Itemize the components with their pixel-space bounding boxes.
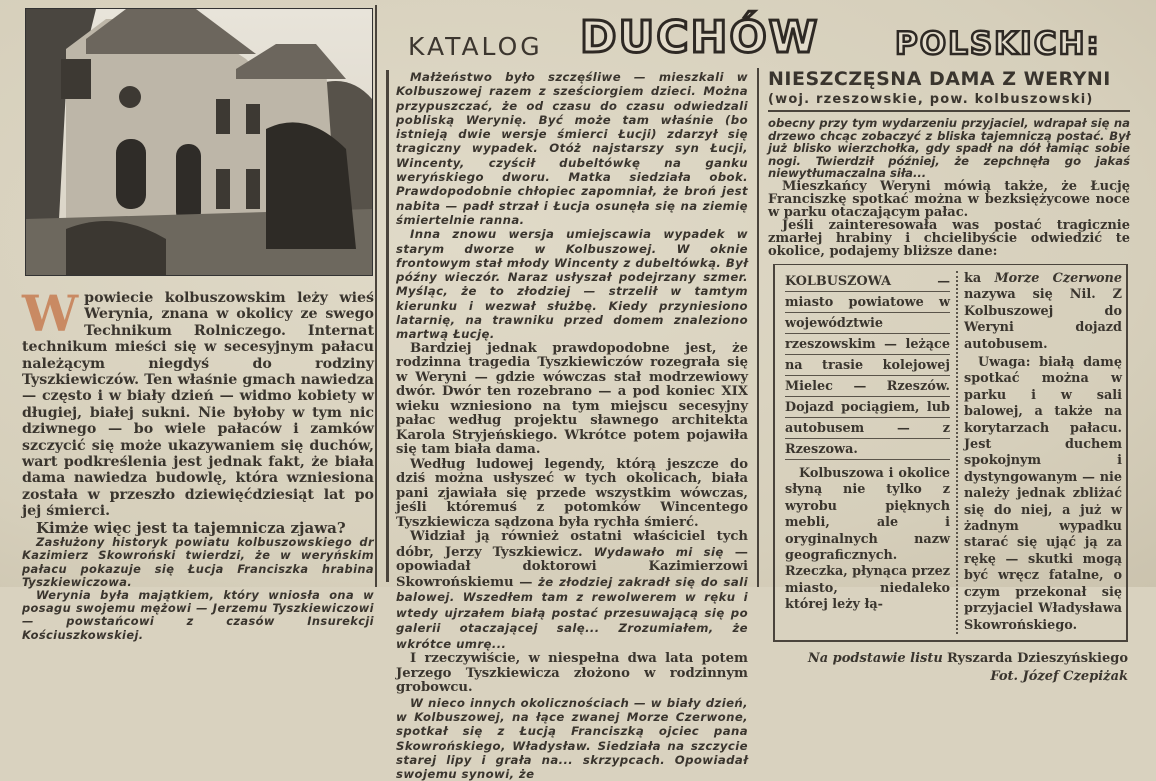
- text: Wydawało mi się: [593, 544, 724, 559]
- info-column-right: [964, 271, 1122, 634]
- article-body-right: [768, 117, 1130, 258]
- article-title: NIESZCZĘSNA DAMA Z WERYNI: [768, 68, 1111, 90]
- article-column-left: [22, 284, 374, 642]
- paragraph: Werynia była majątkiem, który wniosła ona w posagu swojemu mężowi — Jerzemu Tyszkiewiczowi — powstańcowi z czasów Insurekcji Kościuszkowskiej.: [22, 587, 374, 642]
- palace-photo: [25, 8, 373, 276]
- text: Na podstawie listu: [807, 650, 943, 666]
- paragraph: [22, 284, 374, 520]
- info-column-left: [785, 271, 950, 634]
- photo-credit: Fot. Józef Czepiżak: [990, 668, 1128, 684]
- column-border: [386, 70, 389, 582]
- paragraph: Bardziej jednak prawdopodobne jest, że rodzinna tragedia Tyszkiewiczów rozegrała się w Weryni — gdzie wówczas stał modrzewiowy dwór. Dwór ten rozebrano — a pod koniec XIX wieku wzniesiono na tym miejscu secesyjny pałac według projektu sławnego architekta Karola Stryjeńskiego. Wkrótce potem pojawiła się tam biała dama.: [396, 340, 748, 458]
- paragraph: Mieszkańcy Weryni mówią także, że Łucję Franciszkę spotkać można w bezksiężycowe noce w parku otaczającym pałac.: [768, 178, 1130, 220]
- text: Widział ją również ostatni właściciel tych dóbr, Jerzy Tyszkiewicz.: [396, 529, 748, 560]
- article-column-middle: [396, 70, 748, 781]
- paragraph: obecny przy tym wydarzeniu przyjaciel, wdrapał się na drzewo chcąc zobaczyć z bliska tajemniczą postać. Był już blisko wierzchołka, gdy spadł na dół łamiąc sobie nogi. Twierdził później, że zepchnęła go jakaś niewytłumaczalna siła...: [768, 116, 1130, 181]
- title-katalog: KATALOG: [408, 32, 543, 61]
- paragraph-text: powiecie kolbuszowskim leży wieś Werynia, znana w okolicy ze swego Technikum Rolniczego. Internat technikum mieści się w secesyjnym pałacu należącym niegdyś do rodziny Tyszkiewiczów. Ten właśnie gmach nawiedza — często i w biały dzień — widmo kobiety w długiej, białej sukni. Nie byłoby w tym nic dziwnego — bo wiele pałaców i zamków szczycić się może ukazywaniem się duchów, wart podkreślenia jest jednak fakt, że biała dama nawiedza budowlę, która wzniesiona została w przeszło dziewięćdziesiąt lat po jej śmierci.: [22, 290, 374, 520]
- paragraph: Według ludowej legendy, którą jeszcze do dziś można usłyszeć w tych okolicach, biała pani zjawiała się przede wszystkim wówczas, jeśli któremuś z potomków Wincentego Tyszkiewicza sądzona była rychła śmierć.: [396, 456, 748, 530]
- paragraph: Kimże więc jest ta tajemnicza zjawa?: [36, 518, 346, 537]
- drop-cap: W: [22, 284, 79, 343]
- title-polskich: POLSKICH:: [895, 26, 1101, 62]
- paragraph: Zasłużony historyk powiatu kolbuszowskiego dr Kazimierz Skowroński twierdzi, że w weryńskim pałacu pokazuje się Łucja Franciszka hrabina Tyszkiewiczowa.: [22, 535, 374, 589]
- paragraph: Małżeństwo było szczęśliwe — mieszkali w Kolbuszowej razem z sześciorgiem dzieci. Można przypuszczać, że od czasu do czasu odwiedzali pobliską Werynię. Być może tam właśnie (bo istnieją dwie wersje śmierci Łucji) zdarzył się tragiczny wypadek. Otóż najstarszy syn Łucji, Wincenty, czyścił dubeltówkę na ganku weryńskiego dworu. Matka siedziała obok. Prawdopodobnie chłopiec zapomniał, że broń jest nabita — padł strzał i Łucja osunęła się na ziemię śmiertelnie ranna.: [396, 70, 748, 227]
- text: ka: [964, 270, 995, 286]
- paragraph: [964, 271, 1122, 353]
- source-line: [768, 650, 1128, 668]
- column-divider: [757, 68, 759, 587]
- travel-info-box: [773, 264, 1128, 642]
- paragraph: Jeśli zainteresowała was postać tragicznie zmarłej hrabiny i chcielibyście odwiedzić te okolice, podajemy bliższe dane:: [768, 217, 1130, 259]
- paragraph: KOLBUSZOWA — miasto powiatowe w województwie rzeszowskim — leżące na trasie kolejowej Mielec — Rzeszów. Dojazd pociągiem, lub autobusem — z Rzeszowa.: [785, 271, 950, 460]
- article-subtitle: (woj. rzeszowskie, pow. kolbuszowski): [768, 92, 1130, 112]
- text: Morze Czerwone: [994, 270, 1122, 286]
- author-name: Ryszarda Dzieszyńskiego: [946, 650, 1128, 666]
- paragraph: Kolbuszowa i okolice słyną nie tylko z wyrobu pięknych mebli, ale i oryginalnych nazw geograficznych. Rzeczka, płynąca przez miasto, niedaleko której leży łą-: [785, 465, 950, 613]
- paragraph: Inna znowu wersja umiejscawia wypadek w starym dworze w Kolbuszowej. W oknie frontowym stał młody Wincenty z dubeltówką. Był późny wieczór. Naraz usłyszał podejrzany szmer. Myśląc, że to złodziej — strzelił w tamtym kierunku i wezwał służbę. Kiedy przyniesiono latarnię, na trawniku przed domem znaleziono martwą Łucję.: [396, 227, 748, 342]
- page-title: [405, 12, 1135, 64]
- palace-photo-image: [26, 9, 372, 275]
- byline: [768, 650, 1128, 686]
- paragraph: W nieco innych okolicznościach — w biały dzień, w Kolbuszowej, na łące zwanej Morze Czerwone, spotkał się z Łucją Franciszką ojciec pana Skowrońskiego, Władysław. Siedziała na szczycie starej lipy i grała na... skrzypcach. Opowiadał swojemu synowi, że: [396, 695, 748, 781]
- text: nazywa się Nil. Z Kolbuszowej do Weryni dojazd autobusem.: [964, 287, 1122, 352]
- article-column-right: [768, 68, 1130, 686]
- paragraph: Uwaga: białą damę spotkać można w parku i w sali balowej, a także na korytarzach pałacu. Jest duchem spokojnym i dystyngowanym — nie należy jednak zbliżać się do niej, a już w żadnym wypadku starać się ująć ją za rękę — skutki mogą być wręcz fatalne, o czym przekonał się przyjaciel Władysława Skowrońskiego.: [964, 355, 1122, 633]
- text: że złodziej zakradł się do sali balowej. Wszedłem tam z rewolwerem w ręku i wtedy ujrzałem białą postać przesuwającą się po galerii otaczającej salę... Zrozumiałem, że wkrótce umrę...: [396, 574, 748, 651]
- column-divider: [375, 5, 377, 587]
- text: — opowiadał doktorowi Kazimierzowi Skowrońskiemu —: [396, 544, 748, 590]
- title-duchow: DUCHÓW: [580, 12, 820, 63]
- paragraph: [396, 530, 748, 652]
- paragraph: I rzeczywiście, w niespełna dwa lata potem Jerzego Tyszkiewicza złożono w rodzinnym grobowcu.: [396, 651, 748, 696]
- dotted-divider: [956, 271, 958, 634]
